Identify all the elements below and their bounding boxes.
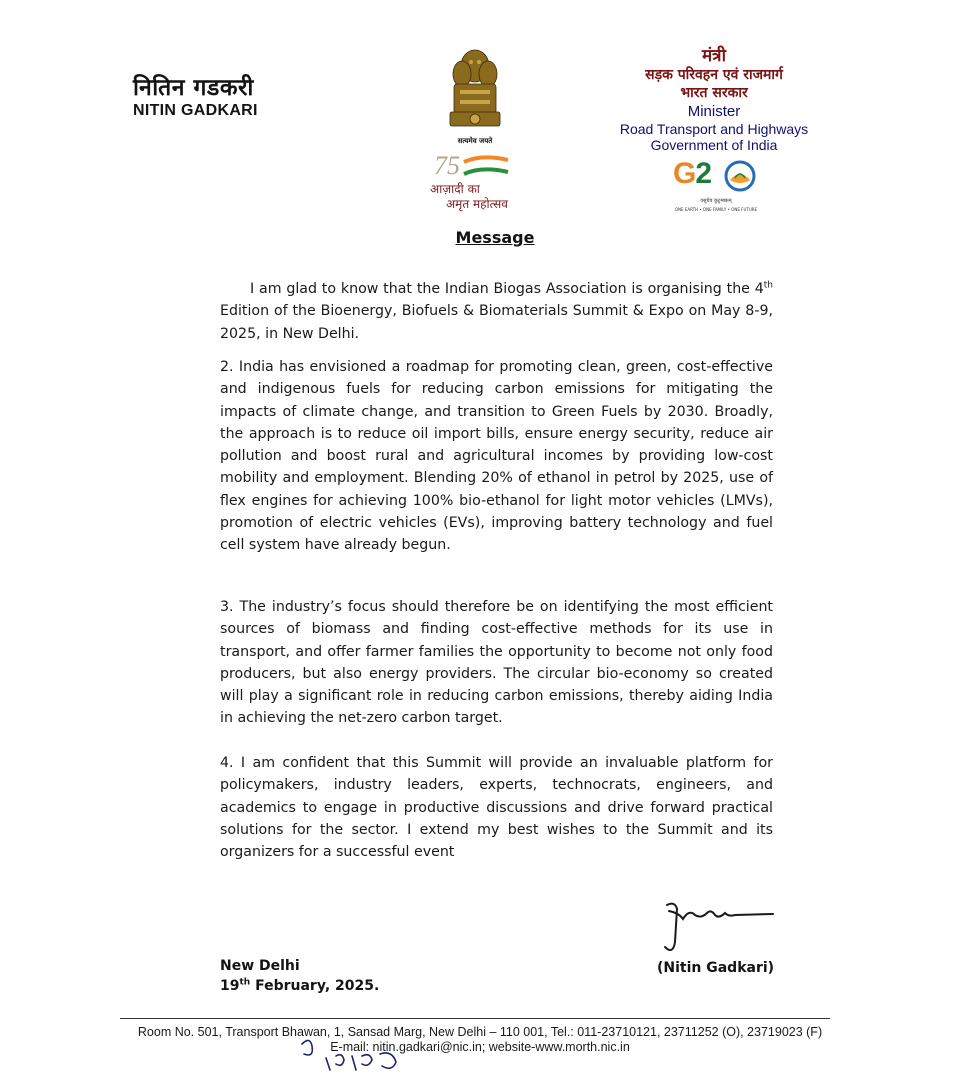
paragraph-1 bbox=[220, 278, 773, 345]
handwritten-initials-scribble bbox=[296, 1034, 416, 1074]
ministry-english: Road Transport and Highways bbox=[619, 121, 809, 137]
paragraph-2: 2. India has envisioned a roadmap for promoting clean, green, cost-effective and indigenous fuels for reducing carbon emissions for mitigating the impacts of climate change, and transition to Green Fuels by 2030. Broadly, the approach is to reduce oil import bills, ensure energy security, reduce air pollution and boost rural and agricultural incomes by providing low-cost mobility and employment. Blending 20% of ethanol in petrol by 2025, use of flex engines for achieving 100% bio-ethanol for light motor vehicles (LMVs), promotion of electric vehicles (EVs), improving battery technology and fuel cell system have already begun. bbox=[220, 359, 773, 554]
footer-divider bbox=[120, 1018, 830, 1019]
date-ordinal: th bbox=[239, 977, 251, 988]
azadi-logo-text-line2: अमृत महोत्सव bbox=[446, 197, 508, 211]
ministry-hindi: सड़क परिवहन एवं राजमार्ग bbox=[645, 67, 783, 83]
footer-contact: E-mail: nitin.gadkari@nic.in; website-www.morth.nic.in bbox=[330, 1040, 630, 1054]
title-english: Minister bbox=[687, 103, 741, 120]
handwritten-signature bbox=[655, 897, 775, 959]
minister-name-hindi: नितिन गडकरी bbox=[133, 75, 254, 101]
paragraph-4: 4. I am confident that this Summit will provide an invaluable platform for policymakers, industry leaders, experts, technocrats, engineers, and academics to engage in productive discussions and drive forward practical solutions for the sector. I extend my best wishes to the Summit and its organizers for a successful event bbox=[220, 755, 773, 861]
title-hindi: मंत्री bbox=[702, 46, 726, 66]
g20-lotus-globe-icon bbox=[722, 158, 758, 194]
g20-tagline: ONE EARTH • ONE FAMILY • ONE FUTURE bbox=[674, 207, 758, 212]
paragraph-1-part-a: I am glad to know that the Indian Biogas Association is organising the 4 bbox=[250, 281, 764, 297]
state-emblem-icon bbox=[440, 44, 510, 144]
government-hindi: भारत सरकार bbox=[680, 85, 748, 101]
paragraph-1-part-b: Edition of the Bioenergy, Biofuels & Biomaterials Summit & Expo on May 8-9, 2025, in New Delhi. bbox=[220, 303, 773, 342]
g20-logo: G2 bbox=[673, 157, 712, 190]
letter-place: New Delhi bbox=[220, 958, 300, 974]
minister-name-english: NITIN GADKARI bbox=[133, 102, 258, 119]
letter-date bbox=[220, 978, 379, 994]
g20-motto: वसुधैव कुटुम्बकम् bbox=[700, 198, 732, 204]
footer-address: Room No. 501, Transport Bhawan, 1, Sansad Marg, New Delhi – 110 001, Tel.: 011-23710121, 23711252 (O), 23719023 (F) bbox=[137, 1025, 823, 1039]
svg-text:75: 75 bbox=[434, 151, 460, 180]
signer-name: (Nitin Gadkari) bbox=[657, 960, 775, 976]
emblem-motto: सत्यमेव जयते bbox=[457, 137, 493, 145]
date-day: 19 bbox=[220, 978, 240, 994]
date-rest: February, 2025. bbox=[250, 978, 380, 994]
message-heading: Message bbox=[455, 228, 535, 247]
azadi-logo-text-line1: आज़ादी का bbox=[430, 182, 480, 196]
government-english: Government of India bbox=[650, 137, 778, 153]
ordinal-suffix: th bbox=[763, 280, 773, 291]
paragraph-3: 3. The industry’s focus should therefore be on identifying the most efficient sources of biomass and finding cost-effective methods for its use in transport, and offer farmer families the opportunity to become not only food producers, but also energy providers. The circular bio-economy so created will play a significant role in reducing carbon emissions, thereby aiding India in achieving the net-zero carbon target. bbox=[220, 599, 773, 727]
